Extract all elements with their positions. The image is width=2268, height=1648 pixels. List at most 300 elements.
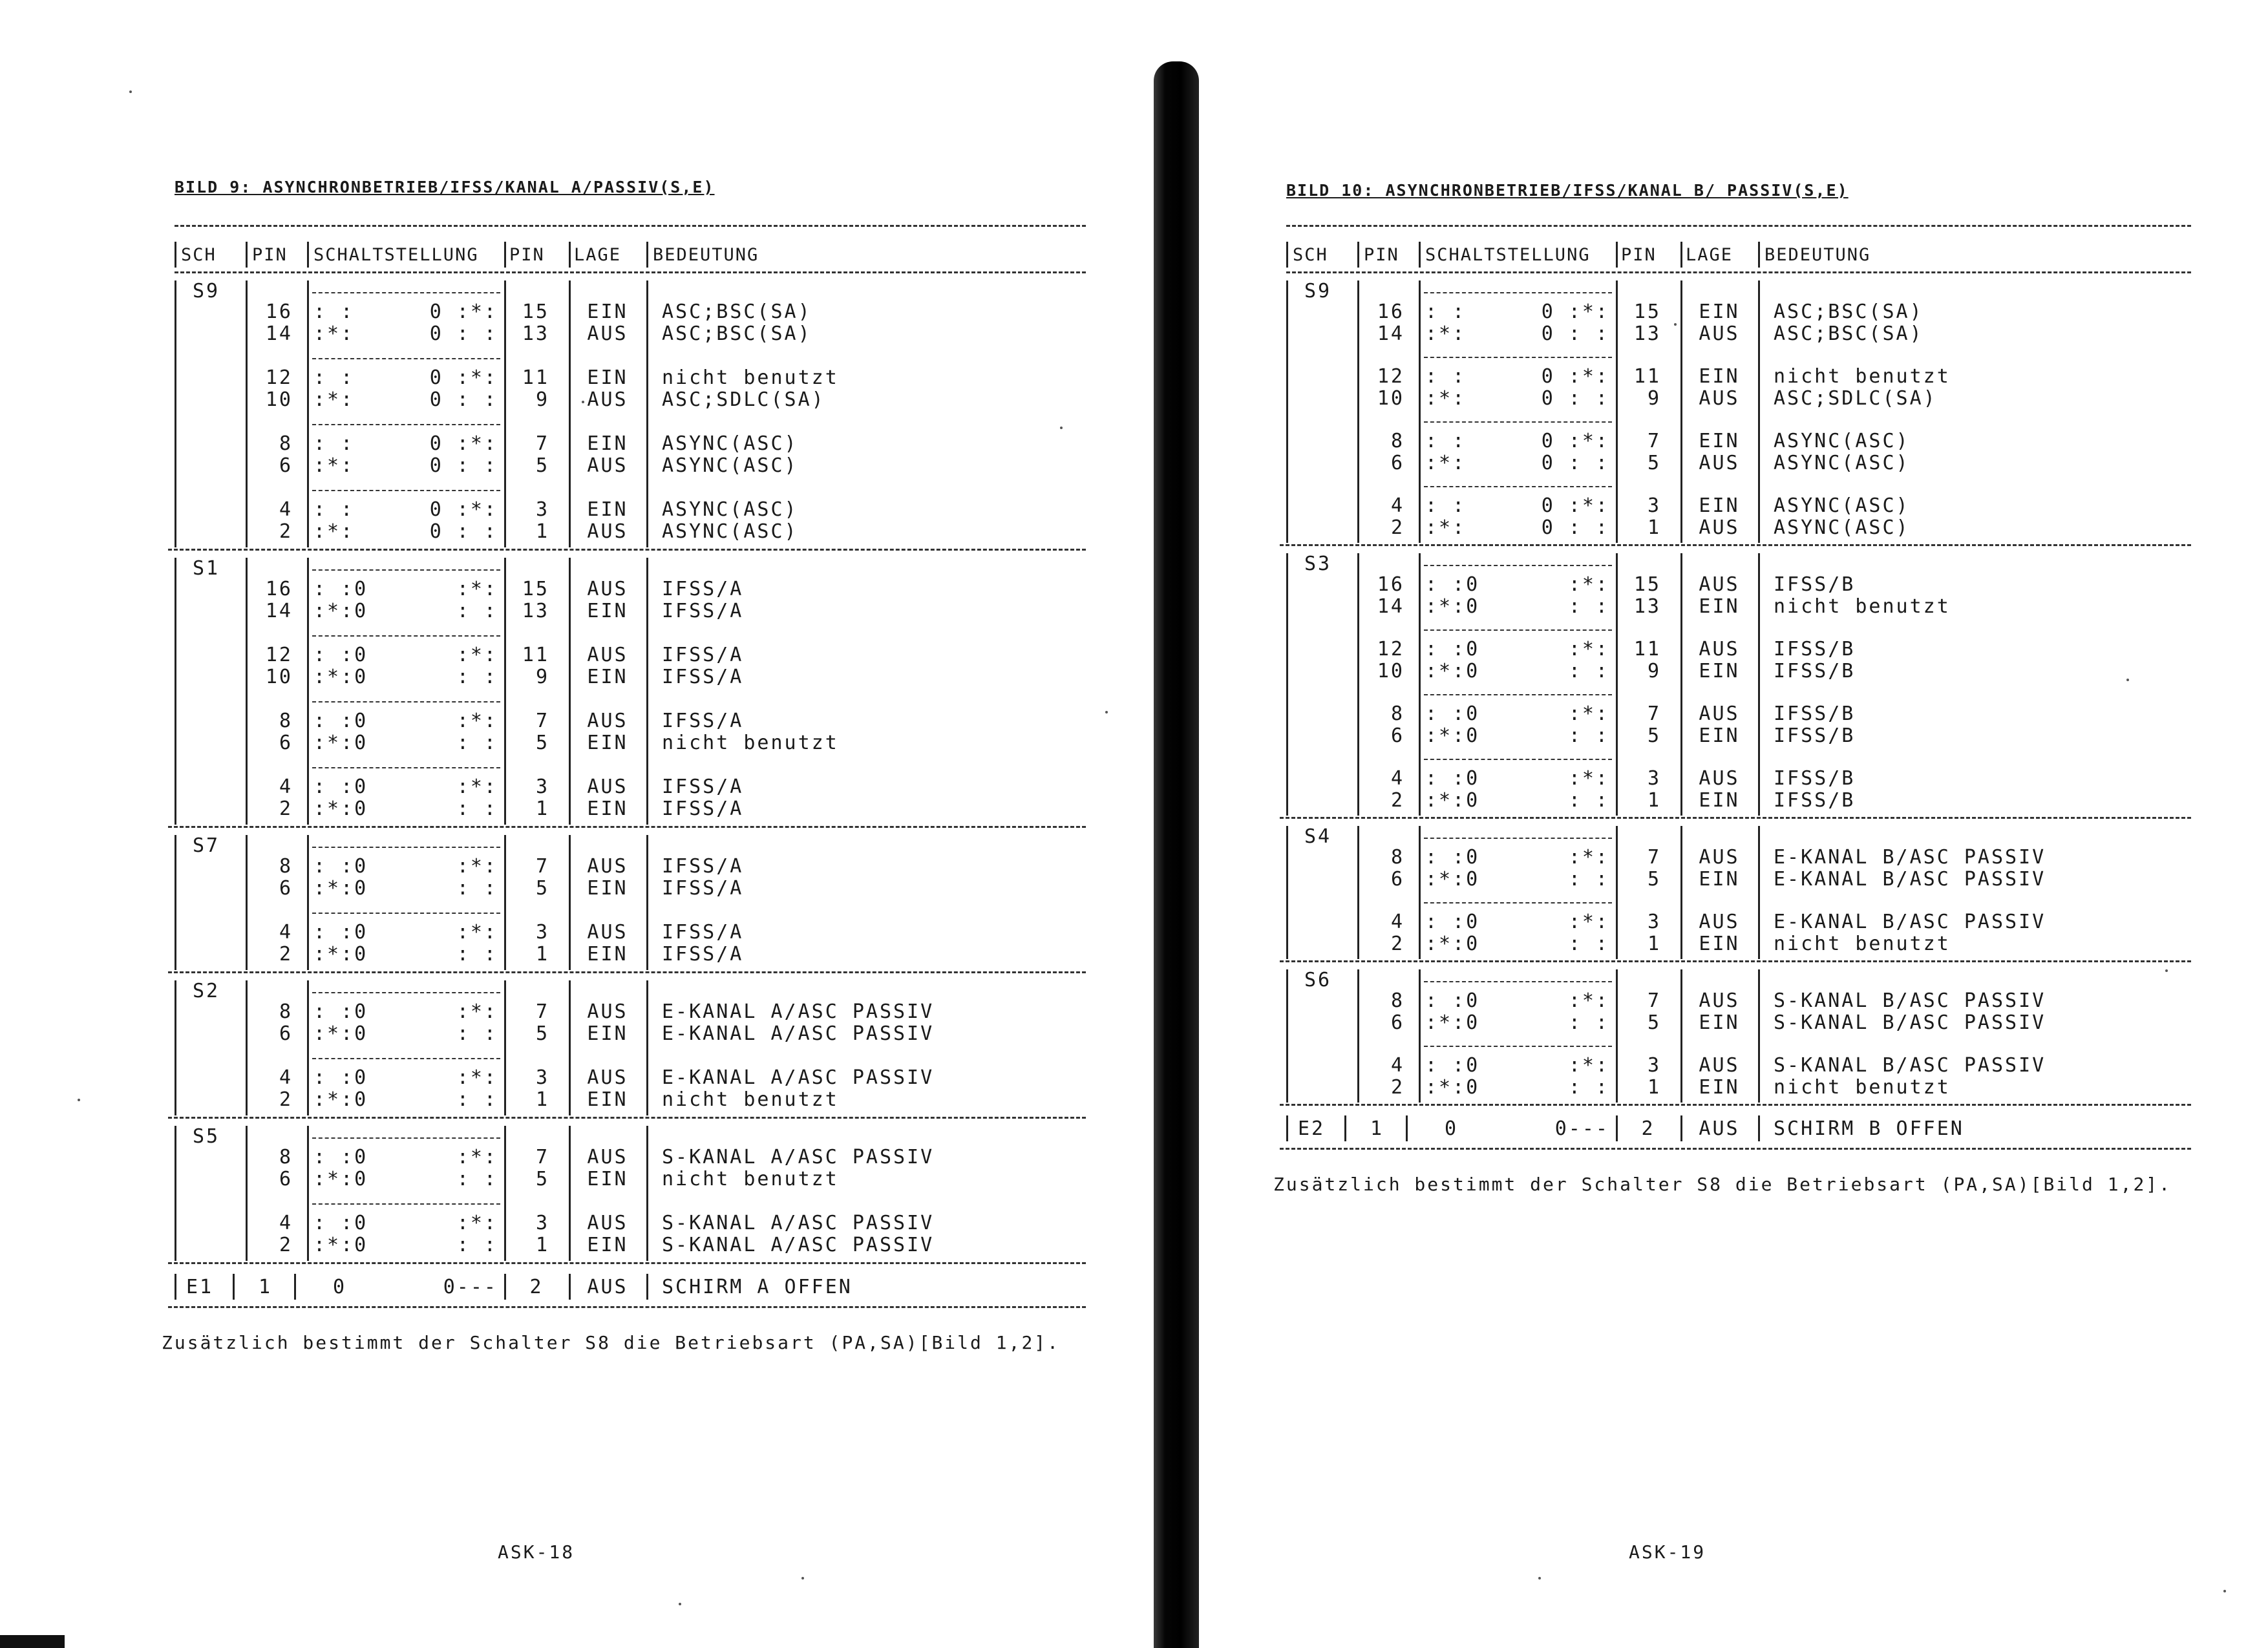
meaning-text: nicht benutzt [662, 1168, 839, 1190]
pin-number-2: 9 [1647, 387, 1661, 410]
pin-number: 10 [1377, 387, 1404, 410]
pin-number-2: 13 [1633, 322, 1661, 345]
meaning-text: E-KANAL A/ASC PASSIV [662, 1022, 935, 1045]
meaning-text: IFSS/A [662, 855, 744, 878]
switch-pair-rule [312, 847, 500, 848]
pin-number-2: 5 [535, 454, 549, 477]
meaning-text: IFSS/A [662, 666, 744, 688]
switch-position: : : [1425, 365, 1467, 388]
switch-position-end: : : [1568, 789, 1609, 812]
switch-position: : :0 [1425, 638, 1480, 660]
switch-state: AUS [587, 520, 628, 543]
pin-number-2: 13 [522, 600, 549, 622]
switch-position: : :0 [1425, 911, 1480, 933]
header-divider [175, 242, 176, 268]
figure-title: BILD 9: ASYNCHRONBETRIEB/IFSS/KANAL A/PASSIV(S,E) [175, 178, 715, 196]
switch-position: :*:0 [313, 600, 368, 622]
switch-position-end: 0--- [1554, 1117, 1609, 1140]
column-divider [504, 280, 506, 547]
pin-number-2: 1 [535, 520, 549, 543]
switch-position: :*: [313, 388, 355, 411]
switch-pair-rule [1424, 759, 1612, 760]
pin-number-2: 3 [535, 921, 549, 944]
switch-state: EIN [587, 432, 628, 455]
scan-speck [129, 90, 132, 93]
meaning-text: SCHIRM A OFFEN [662, 1276, 853, 1298]
column-divider [1616, 553, 1618, 816]
switch-position: : :0 [1425, 703, 1480, 725]
switch-position: : :0 [313, 1212, 368, 1234]
meaning-text: E-KANAL A/ASC PASSIV [662, 1066, 935, 1089]
switch-position-end: 0 : : [429, 454, 498, 477]
meaning-text: S-KANAL B/ASC PASSIV [1774, 989, 2046, 1012]
switch-position: :*:0 [313, 1088, 368, 1111]
pin-number-2: 5 [535, 877, 549, 900]
pin-number: 4 [1390, 767, 1404, 790]
switch-state: EIN [587, 666, 628, 688]
switch-label: S9 [193, 280, 220, 302]
figure-title: BILD 10: ASYNCHRONBETRIEB/IFSS/KANAL B/ PASSIV(S,E) [1286, 181, 1849, 200]
switch-state: AUS [1699, 638, 1740, 660]
switch-state: EIN [587, 1022, 628, 1045]
scan-speck [2165, 969, 2168, 972]
switch-state: EIN [587, 600, 628, 622]
switch-position: : :0 [313, 644, 368, 666]
switch-position: :*:0 [313, 1022, 368, 1045]
switch-state: AUS [1699, 516, 1740, 539]
switch-state: AUS [1699, 846, 1740, 869]
switch-position: :*:0 [313, 798, 368, 820]
scan-speck [2126, 679, 2129, 681]
pin-number-2: 1 [535, 798, 549, 820]
meaning-text: IFSS/A [662, 798, 744, 820]
last-row-divider [1406, 1115, 1408, 1141]
switch-position: : :0 [313, 776, 368, 798]
pin-number-2: 3 [1647, 767, 1661, 790]
pin-number: 6 [279, 1168, 293, 1190]
last-row-divider [1286, 1115, 1288, 1141]
switch-pair-rule [1424, 292, 1612, 293]
meaning-text: S-KANAL A/ASC PASSIV [662, 1234, 935, 1256]
pin-number: 14 [265, 322, 293, 345]
scan-speck [1060, 427, 1063, 429]
pin-number: 16 [265, 578, 293, 600]
pin-number-2: 5 [1647, 1011, 1661, 1034]
switch-pair-rule [312, 490, 500, 491]
switch-position: :*:0 [1425, 595, 1480, 618]
column-divider [1357, 553, 1359, 816]
last-row-divider [175, 1274, 176, 1300]
meaning-text: ASYNC(ASC) [1774, 516, 1910, 539]
meaning-text: nicht benutzt [1774, 933, 1951, 955]
pin-number: 4 [1390, 1054, 1404, 1077]
pin-number: 8 [1390, 430, 1404, 452]
meaning-text: ASC;BSC(SA) [1774, 322, 1924, 345]
pin-number: 2 [279, 1234, 293, 1256]
switch-position-end: : : [456, 1168, 498, 1190]
column-divider [1680, 280, 1682, 543]
switch-position-end: : : [456, 798, 498, 820]
switch-state: AUS [587, 322, 628, 345]
group-separator [1280, 544, 2191, 546]
switch-position: :*:0 [1425, 933, 1480, 955]
pin-number: 8 [1390, 846, 1404, 869]
switch-position-end: :*: [456, 644, 498, 666]
column-divider [1616, 969, 1618, 1103]
switch-label: E1 [186, 1276, 214, 1298]
switch-position-end: 0 :*: [429, 366, 498, 389]
switch-position-end: : : [1568, 1076, 1609, 1099]
pin-number: 8 [279, 710, 293, 732]
pin-number-2: 15 [522, 301, 549, 323]
meaning-text: SCHIRM B OFFEN [1774, 1117, 1964, 1140]
column-header: LAGE [574, 245, 622, 265]
switch-state: EIN [1699, 724, 1740, 747]
switch-state: AUS [1699, 1054, 1740, 1077]
switch-pair-rule [312, 913, 500, 914]
column-divider [569, 980, 571, 1115]
switch-pair-rule [312, 424, 500, 425]
switch-position-end: :*: [1568, 911, 1609, 933]
column-divider [504, 980, 506, 1115]
switch-position: :*:0 [1425, 868, 1480, 891]
meaning-text: IFSS/A [662, 578, 744, 600]
switch-position: :*:0 [1425, 789, 1480, 812]
switch-position: :*:0 [313, 732, 368, 754]
switch-position: : : [313, 432, 355, 455]
column-divider [175, 280, 176, 547]
pin-number: 2 [1390, 933, 1404, 955]
meaning-text: ASC;BSC(SA) [662, 322, 812, 345]
meaning-text: E-KANAL B/ASC PASSIV [1774, 868, 2046, 891]
switch-position: :*:0 [313, 877, 368, 900]
pin-number: 8 [279, 432, 293, 455]
page-number: ASK-18 [498, 1541, 575, 1563]
column-divider [246, 280, 248, 547]
switch-state: EIN [1699, 868, 1740, 891]
switch-position: 0 [1445, 1117, 1459, 1140]
pin-number-2: 3 [535, 1212, 549, 1234]
switch-state: AUS [587, 1066, 628, 1089]
switch-position-end: :*: [1568, 573, 1609, 596]
switch-pair-rule [312, 569, 500, 571]
switch-state: EIN [1699, 660, 1740, 682]
pin-number-2: 15 [1633, 573, 1661, 596]
meaning-text: S-KANAL B/ASC PASSIV [1774, 1011, 2046, 1034]
switch-position-end: :*: [456, 1146, 498, 1168]
pin-number: 6 [1390, 724, 1404, 747]
column-divider [1616, 826, 1618, 959]
switch-state: AUS [1699, 1117, 1740, 1140]
column-divider [1357, 280, 1359, 543]
pin-number: 4 [279, 1066, 293, 1089]
switch-pair-rule [1424, 981, 1612, 982]
page-right [1215, 0, 2268, 1648]
scan-speck [1674, 323, 1677, 326]
pin-number: 2 [279, 1088, 293, 1111]
pin-number-2: 1 [535, 943, 549, 966]
pin-number-2: 7 [1647, 430, 1661, 452]
meaning-text: IFSS/B [1774, 703, 1856, 725]
switch-position-end: 0 :*: [429, 498, 498, 521]
pin-number-2: 15 [1633, 301, 1661, 323]
last-row-divider [233, 1274, 235, 1300]
switch-state: AUS [1699, 767, 1740, 790]
switch-position: : :0 [1425, 573, 1480, 596]
last-row-divider [294, 1274, 296, 1300]
switch-position-end: :*: [1568, 703, 1609, 725]
header-divider [1680, 242, 1682, 268]
pin-number-2: 1 [1647, 933, 1661, 955]
switch-state: AUS [587, 644, 628, 666]
meaning-text: E-KANAL A/ASC PASSIV [662, 1000, 935, 1023]
switch-state: EIN [1699, 595, 1740, 618]
switch-position-end: :*: [1568, 638, 1609, 660]
meaning-text: IFSS/A [662, 943, 744, 966]
column-divider [569, 835, 571, 970]
switch-position-end: 0 : : [1541, 516, 1609, 539]
pin-number: 8 [279, 1146, 293, 1168]
pin-number: 10 [265, 388, 293, 411]
switch-state: EIN [1699, 789, 1740, 812]
switch-state: EIN [587, 1168, 628, 1190]
meaning-text: IFSS/B [1774, 724, 1856, 747]
pin-number-2: 11 [522, 644, 549, 666]
switch-position-end: :*: [456, 921, 498, 944]
column-divider [1286, 969, 1288, 1103]
switch-pair-rule [312, 767, 500, 768]
column-header: PIN [1621, 245, 1657, 265]
switch-position: :*:0 [1425, 1076, 1480, 1099]
column-header: PIN [252, 245, 288, 265]
switch-pair-rule [1424, 1046, 1612, 1047]
pin-number-2: 11 [1633, 638, 1661, 660]
pin-number: 12 [1377, 638, 1404, 660]
header-divider [1616, 242, 1618, 268]
pin-number-2: 15 [522, 578, 549, 600]
switch-position: : :0 [1425, 767, 1480, 790]
meaning-text: E-KANAL B/ASC PASSIV [1774, 911, 2046, 933]
switch-position-end: : : [456, 600, 498, 622]
switch-position: : :0 [313, 921, 368, 944]
pin-number: 6 [1390, 1011, 1404, 1034]
meaning-text: ASYNC(ASC) [662, 498, 798, 521]
meaning-text: nicht benutzt [662, 1088, 839, 1111]
pin-number-2: 5 [1647, 868, 1661, 891]
meaning-text: IFSS/B [1774, 789, 1856, 812]
pin-number: 1 [1370, 1117, 1384, 1140]
pin-number-2: 7 [535, 432, 549, 455]
switch-state: EIN [587, 1088, 628, 1111]
header-divider [1357, 242, 1359, 268]
pin-number-2: 5 [535, 732, 549, 754]
group-separator [168, 549, 1086, 551]
switch-position-end: : : [456, 1234, 498, 1256]
meaning-text: S-KANAL A/ASC PASSIV [662, 1146, 935, 1168]
meaning-text: IFSS/B [1774, 638, 1856, 660]
header-bottom-rule [175, 271, 1086, 273]
meaning-text: ASC;SDLC(SA) [662, 388, 825, 411]
switch-position: 0 [333, 1276, 347, 1298]
switch-state: AUS [587, 921, 628, 944]
pin-number-2: 7 [535, 1146, 549, 1168]
pin-number: 2 [279, 943, 293, 966]
column-divider [1357, 969, 1359, 1103]
column-divider [504, 1126, 506, 1261]
pin-number: 8 [1390, 989, 1404, 1012]
column-divider [1680, 826, 1682, 959]
column-divider [307, 980, 309, 1115]
switch-pair-rule [1424, 357, 1612, 358]
switch-state: AUS [1699, 573, 1740, 596]
pin-number: 12 [265, 644, 293, 666]
pin-number-2: 5 [535, 1022, 549, 1045]
switch-position-end: 0 : : [429, 322, 498, 345]
switch-pair-rule [1424, 838, 1612, 839]
switch-state: EIN [1699, 494, 1740, 517]
switch-position: :*: [1425, 516, 1467, 539]
pin-number: 12 [1377, 365, 1404, 388]
column-divider [1616, 280, 1618, 543]
switch-state: EIN [587, 732, 628, 754]
switch-position-end: 0 : : [1541, 387, 1609, 410]
switch-position: : : [1425, 430, 1467, 452]
switch-position-end: : : [456, 877, 498, 900]
switch-position: :*:0 [1425, 660, 1480, 682]
column-header: SCH [181, 245, 217, 265]
pin-number-2: 1 [1647, 789, 1661, 812]
column-header: BEDEUTUNG [1765, 245, 1871, 265]
pin-number-2: 7 [1647, 989, 1661, 1012]
switch-state: EIN [587, 877, 628, 900]
switch-state: AUS [587, 388, 628, 411]
pin-number-2: 1 [535, 1088, 549, 1111]
scan-speck [1105, 711, 1108, 713]
column-header: LAGE [1686, 245, 1733, 265]
meaning-text: IFSS/A [662, 921, 744, 944]
switch-position-end: 0 :*: [1541, 430, 1609, 452]
column-divider [307, 1126, 309, 1261]
switch-pair-rule [312, 1137, 500, 1139]
pin-number-2: 9 [535, 666, 549, 688]
switch-position-end: 0--- [443, 1276, 498, 1298]
column-divider [1758, 826, 1760, 959]
switch-state: EIN [587, 366, 628, 389]
meaning-text: ASYNC(ASC) [1774, 494, 1910, 517]
header-divider [646, 242, 648, 268]
switch-position: :*: [313, 454, 355, 477]
switch-position-end: : : [1568, 933, 1609, 955]
switch-position-end: 0 : : [1541, 322, 1609, 345]
meaning-text: ASYNC(ASC) [662, 520, 798, 543]
column-divider [1419, 553, 1421, 816]
meaning-text: E-KANAL B/ASC PASSIV [1774, 846, 2046, 869]
column-divider [1680, 969, 1682, 1103]
pin-number: 16 [265, 301, 293, 323]
pin-number-2: 7 [1647, 846, 1661, 869]
switch-position: : :0 [1425, 846, 1480, 869]
switch-position: :*:0 [313, 1168, 368, 1190]
switch-position-end: : : [456, 666, 498, 688]
column-divider [1419, 826, 1421, 959]
pin-number: 14 [1377, 595, 1404, 618]
meaning-text: S-KANAL B/ASC PASSIV [1774, 1054, 2046, 1077]
column-divider [646, 835, 648, 970]
switch-pair-rule [1424, 629, 1612, 631]
column-divider [1758, 553, 1760, 816]
switch-position-end: :*: [1568, 767, 1609, 790]
column-divider [569, 280, 571, 547]
pin-number-2: 7 [535, 855, 549, 878]
column-divider [307, 835, 309, 970]
pin-number: 14 [265, 600, 293, 622]
pin-number: 4 [1390, 494, 1404, 517]
pin-number: 6 [279, 732, 293, 754]
scan-speck [2223, 1590, 2226, 1592]
column-divider [1286, 280, 1288, 543]
column-divider [1758, 280, 1760, 543]
pin-number-2: 5 [535, 1168, 549, 1190]
header-top-rule [1286, 225, 2191, 227]
column-divider [569, 558, 571, 825]
switch-label: S7 [193, 834, 220, 857]
pin-number: 1 [259, 1276, 273, 1298]
header-top-rule [175, 225, 1086, 227]
pin-number-2: 3 [535, 776, 549, 798]
switch-position-end: : : [456, 1022, 498, 1045]
meaning-text: ASYNC(ASC) [662, 432, 798, 455]
switch-position-end: 0 :*: [429, 432, 498, 455]
switch-position: :*:0 [1425, 724, 1480, 747]
meaning-text: IFSS/A [662, 600, 744, 622]
switch-label: S2 [193, 980, 220, 1002]
switch-state: AUS [1699, 989, 1740, 1012]
switch-position-end: :*: [1568, 1054, 1609, 1077]
column-divider [175, 1126, 176, 1261]
pin-number-2: 3 [1647, 911, 1661, 933]
pin-number: 12 [265, 366, 293, 389]
switch-position-end: 0 : : [1541, 452, 1609, 474]
switch-state: EIN [1699, 301, 1740, 323]
group-separator [168, 1117, 1086, 1119]
pin-number: 2 [1390, 1076, 1404, 1099]
switch-label: E2 [1298, 1117, 1326, 1140]
table-bottom-rule [1280, 1148, 2191, 1150]
last-row-divider [1758, 1115, 1760, 1141]
switch-position: :*: [1425, 387, 1467, 410]
group-separator [168, 971, 1086, 973]
column-divider [1758, 969, 1760, 1103]
switch-label: S4 [1304, 825, 1332, 848]
pin-number: 8 [1390, 703, 1404, 725]
switch-state: EIN [587, 798, 628, 820]
switch-state: EIN [1699, 1011, 1740, 1034]
meaning-text: IFSS/B [1774, 573, 1856, 596]
pin-number: 16 [1377, 301, 1404, 323]
switch-position-end: 0 : : [429, 520, 498, 543]
group-separator [1280, 960, 2191, 962]
column-divider [504, 835, 506, 970]
column-header: SCH [1293, 245, 1328, 265]
switch-position: : :0 [313, 578, 368, 600]
header-divider [569, 242, 571, 268]
switch-label: S5 [193, 1125, 220, 1148]
switch-position-end: :*: [456, 1212, 498, 1234]
switch-pair-rule [1424, 694, 1612, 695]
meaning-text: IFSS/A [662, 644, 744, 666]
switch-state: AUS [587, 454, 628, 477]
switch-state: AUS [1699, 703, 1740, 725]
